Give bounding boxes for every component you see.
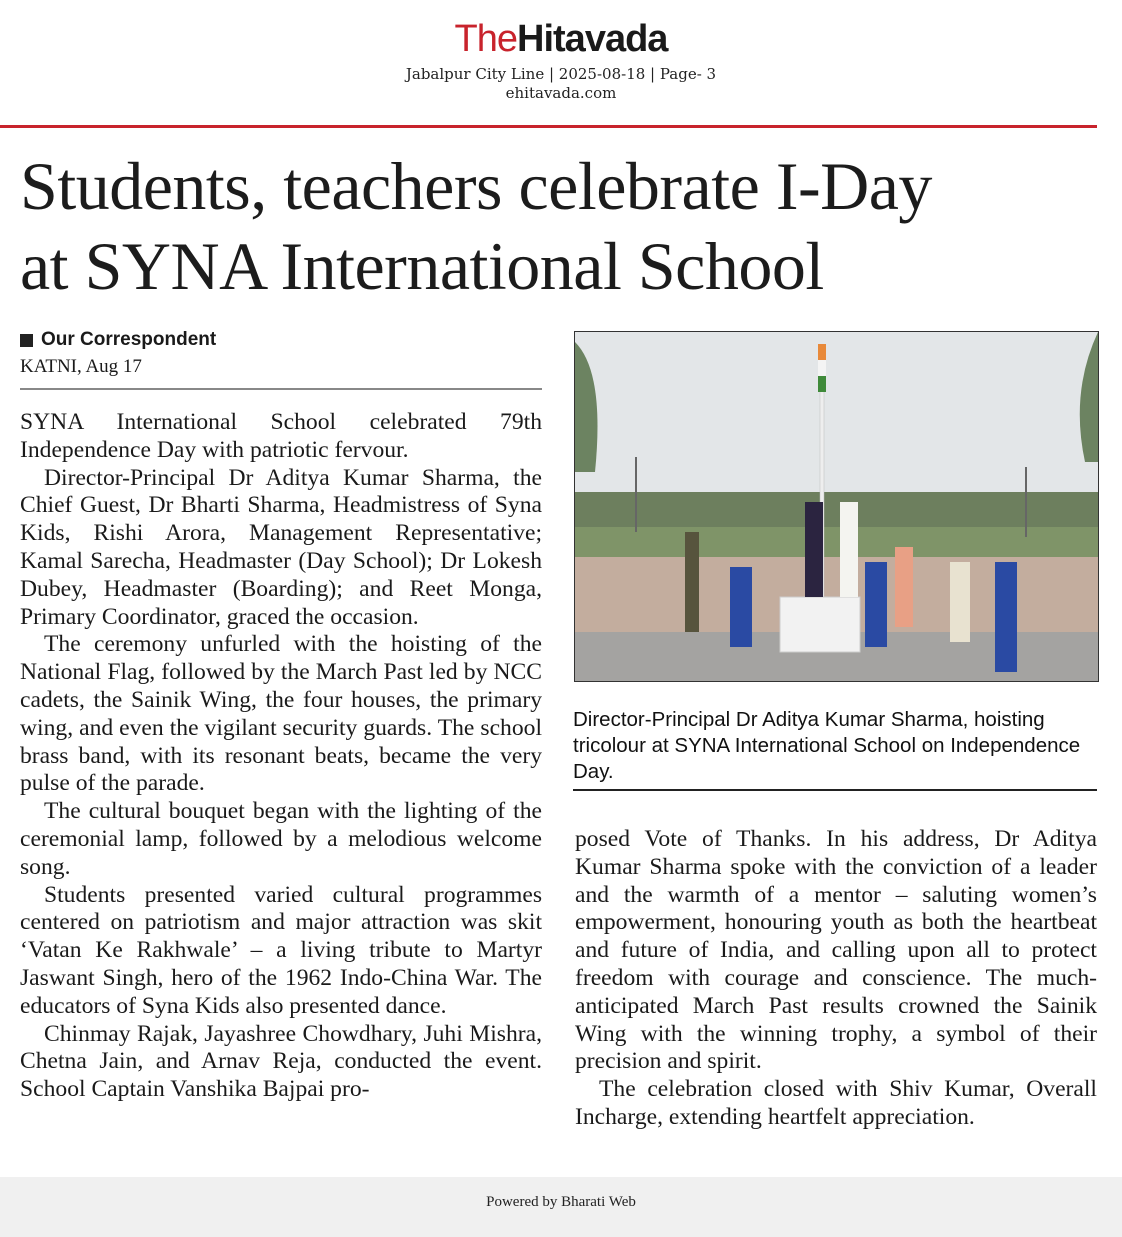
masthead — [0, 0, 1122, 102]
footer — [0, 1177, 1122, 1237]
photo-caption: Director-Principal Dr Aditya Kumar Sharma, hoisting tricolour at SYNA International School on Independence Day. — [573, 708, 1081, 783]
headline-line-2: at SYNA International School — [20, 228, 824, 304]
flag-hoisting-illustration — [575, 332, 1098, 681]
paragraph: Chinmay Rajak, Jayashree Chowdhary, Juhi Mishra, Chetna Jain, and Arnav Reja, conducted the event. School Captain Vanshika Bajpai pro- — [20, 1020, 542, 1103]
website-link[interactable]: ehitavada.com — [505, 84, 617, 102]
newspaper-logo[interactable] — [0, 18, 1122, 60]
paragraph: SYNA International School celebrated 79th Independence Day with patriotic fervour. — [20, 409, 542, 463]
author-name: Our Correspondent — [41, 329, 217, 350]
paragraph: Director-Principal Dr Aditya Kumar Sharma, the Chief Guest, Dr Bharti Sharma, Headmistress of Syna Kids, Rishi Arora, Management Representative; Kamal Sarecha, Headmaster (Day School); Dr Lokesh Dubey, Headmaster (Boarding); and Reet Monga, Primary Coordinator, graced the occasion. — [20, 464, 542, 630]
byline-divider — [20, 388, 542, 390]
headline-line-1: Students, teachers celebrate I-Day — [20, 148, 932, 224]
bullet-square-icon — [20, 334, 33, 347]
paragraph: The ceremony unfurled with the hoisting of the National Flag, followed by the March Past led by NCC cadets, the Sainik Wing, the four houses, the primary wing, and even the vigilant security guards. The school brass band, with its resonant beats, became the very pulse of the parade. — [20, 631, 542, 797]
logo-hitavada: Hitavada — [517, 18, 668, 60]
paragraph: The cultural bouquet began with the lighting of the ceremonial lamp, followed by a melodious welcome song. — [20, 798, 542, 880]
article-column-2 — [575, 826, 1097, 1132]
article-column-1 — [20, 409, 542, 1104]
article-photo — [574, 331, 1099, 682]
edition-line: Jabalpur City Line | 2025-08-18 | Page- 3 — [405, 65, 717, 83]
byline — [20, 328, 542, 390]
author — [20, 328, 542, 352]
paragraph: The celebration closed with Shiv Kumar, Overall Incharge, extending heartfelt appreciation. — [575, 1076, 1097, 1130]
caption-divider — [573, 789, 1097, 791]
dateline: KATNI, Aug 17 — [20, 356, 142, 377]
powered-by-link[interactable]: Powered by Bharati Web — [486, 1194, 636, 1210]
paragraph: Students presented varied cultural programmes centered on patriotism and major attraction was skit ‘Vatan Ke Rakhwale’ – a living tribute to Martyr Jaswant Singh, hero of the 1962 Indo-China War. The educators of Syna Kids also presented dance. — [20, 881, 542, 1019]
article-headline — [20, 146, 1100, 306]
logo-the: The — [454, 18, 518, 60]
paragraph: posed Vote of Thanks. In his address, Dr Aditya Kumar Sharma spoke with the conviction of a leader and the warmth of a mentor – saluting women’s empowerment, honouring youth as both the heartbeat and future of India, and calling upon all to protect freedom with courage and conscience. The much-anticipated March Past results crowned the Sainik Wing with the winning trophy, a symbol of their precision and spirit. — [575, 826, 1097, 1075]
masthead-divider — [0, 125, 1097, 128]
